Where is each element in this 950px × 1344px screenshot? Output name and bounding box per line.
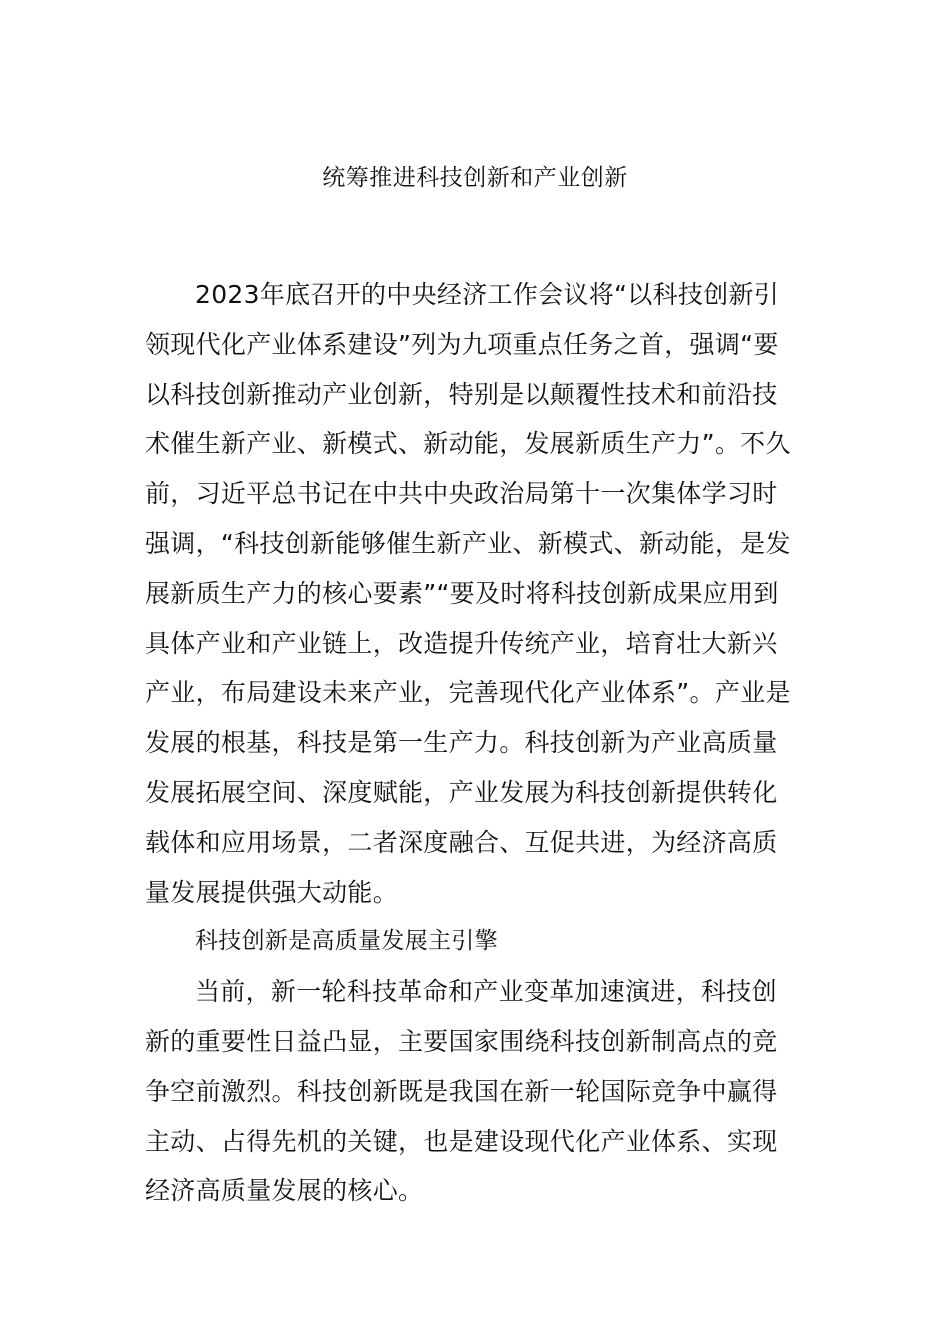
paragraph-line: 主动、占得先机的关键，也是建设现代化产业体系、实现 — [145, 1126, 778, 1156]
paragraph-line: 发展拓展空间、深度赋能，产业发展为科技创新提供转化 — [145, 777, 778, 807]
paragraph-line: 当前，新一轮科技革命和产业变革加速演进，科技创 — [195, 977, 777, 1007]
paragraph-line: 载体和应用场景，二者深度融合、互促共进，为经济高质 — [145, 827, 778, 857]
document-title: 统筹推进科技创新和产业创新 — [322, 165, 628, 191]
paragraph-line: 量发展提供强大动能。 — [145, 877, 399, 907]
paragraph-line: 新的重要性日益凸显，主要国家围绕科技创新制高点的竞 — [145, 1026, 778, 1056]
paragraph-line: 领现代化产业体系建设”列为九项重点任务之首，强调“要 — [145, 329, 779, 359]
paragraph-line: 展新质生产力的核心要素”“要及时将科技创新成果应用到 — [145, 578, 779, 608]
paragraph-line: 发展的根基，科技是第一生产力。科技创新为产业高质量 — [145, 728, 778, 758]
paragraph-line: 经济高质量发展的核心。 — [145, 1176, 424, 1206]
section-heading: 科技创新是高质量发展主引擎 — [195, 928, 498, 955]
paragraph-line: 2023年底召开的中央经济工作会议将“以科技创新引 — [195, 280, 780, 309]
document-body — [145, 270, 807, 1216]
paragraph-line: 前，习近平总书记在中共中央政治局第十一次集体学习时 — [145, 479, 778, 509]
paragraph-line: 产业，布局建设未来产业，完善现代化产业体系”。产业是 — [145, 678, 791, 708]
paragraph-line: 具体产业和产业链上，改造提升传统产业，培育壮大新兴 — [145, 628, 778, 658]
paragraph-line: 强调，“科技创新能够催生新产业、新模式、新动能，是发 — [145, 528, 791, 558]
paragraph-line: 以科技创新推动产业创新，特别是以颠覆性技术和前沿技 — [145, 379, 778, 409]
paragraph-line: 争空前激烈。科技创新既是我国在新一轮国际竞争中赢得 — [145, 1076, 778, 1106]
paragraph-line: 术催生新产业、新模式、新动能，发展新质生产力”。不久 — [145, 429, 791, 459]
